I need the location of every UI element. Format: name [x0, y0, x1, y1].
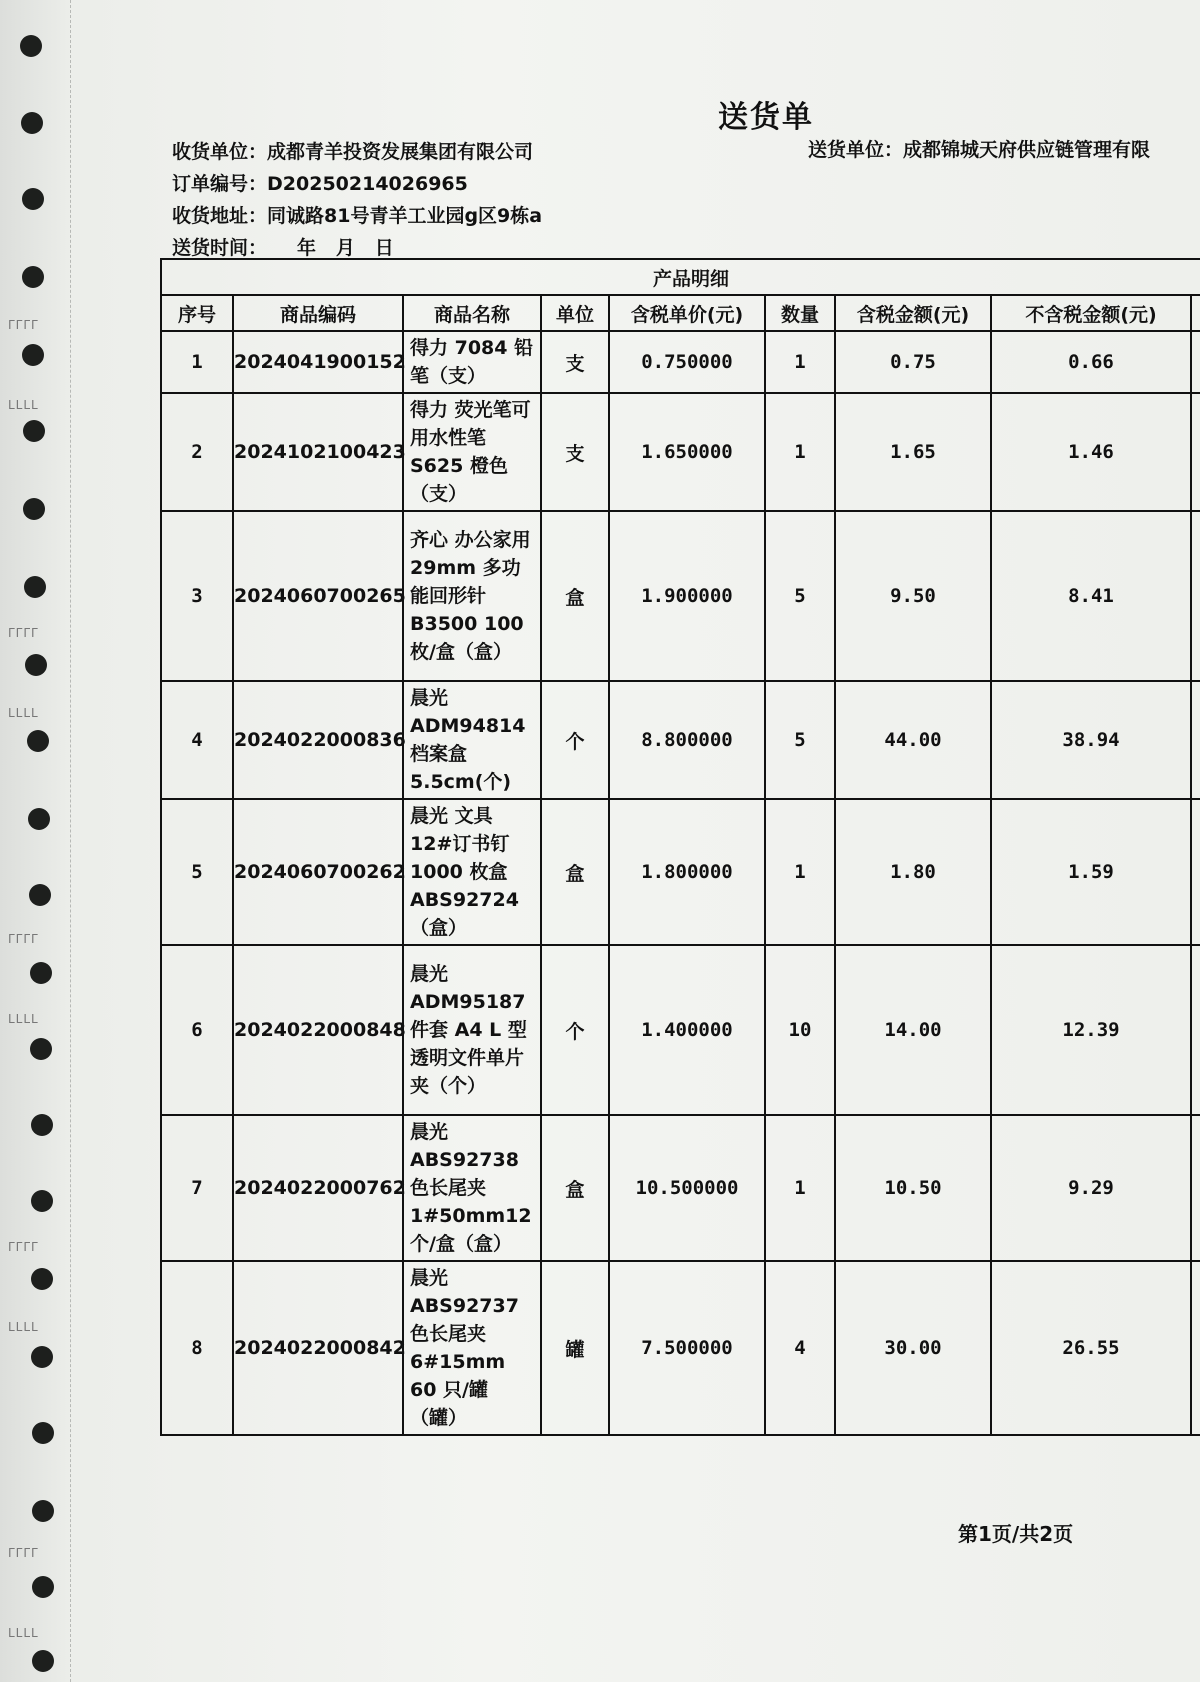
perforation-tick: ᒪᒪᒪᒪ: [8, 1012, 39, 1026]
row-unit: 盒: [541, 1115, 609, 1261]
row-unit: 支: [541, 331, 609, 393]
row-unit: 个: [541, 681, 609, 799]
row-no: 2: [161, 393, 233, 511]
perforation-tick: ᒥᒥᒥᒥ: [8, 1240, 39, 1254]
feed-hole: [32, 1650, 54, 1672]
perforation-tick: ᒥᒥᒥᒥ: [8, 318, 39, 332]
feed-hole: [31, 1114, 53, 1136]
row-qty: 1: [765, 393, 835, 511]
feed-hole: [28, 808, 50, 830]
feed-hole: [23, 420, 45, 442]
perforation-tick: ᒪᒪᒪᒪ: [8, 1320, 39, 1334]
row-code: 2024022000842: [233, 1261, 403, 1435]
receiver-value: 成都青羊投资发展集团有限公司: [267, 141, 534, 163]
feed-hole: [30, 1038, 52, 1060]
col-header-name: 商品名称: [403, 295, 541, 331]
row-amount-notax: 8.41: [991, 511, 1191, 681]
table-header-row: [161, 295, 1200, 331]
row-code: 2024060700262: [233, 799, 403, 945]
row-extra: [1191, 799, 1200, 945]
sender-value: 成都锦城天府供应链管理有限: [903, 139, 1151, 161]
table-section-header: [161, 259, 1200, 295]
row-amount-notax: 12.39: [991, 945, 1191, 1115]
row-name: 晨光 文具 12#订书钉 1000 枚盒 ABS92724（盒）: [403, 799, 541, 945]
row-unit-price: 7.500000: [609, 1261, 765, 1435]
row-code: 2024041900152: [233, 331, 403, 393]
perforation-tick: ᒪᒪᒪᒪ: [8, 706, 39, 720]
feed-hole: [20, 35, 42, 57]
row-unit-price: 1.800000: [609, 799, 765, 945]
document-title: 送货单: [718, 100, 814, 135]
col-header-extra: [1191, 295, 1200, 331]
row-amount-notax: 38.94: [991, 681, 1191, 799]
section-title: 产品明细: [161, 259, 1200, 295]
col-header-unit-price: 含税单价(元): [609, 295, 765, 331]
table-row: [161, 945, 1200, 1115]
row-amount-tax: 14.00: [835, 945, 991, 1115]
row-qty: 1: [765, 799, 835, 945]
receiver-line: [172, 137, 533, 164]
row-code: 2024102100423: [233, 393, 403, 511]
feed-hole: [31, 1346, 53, 1368]
row-no: 1: [161, 331, 233, 393]
address-label: 收货地址：: [172, 205, 268, 227]
row-unit-price: 0.750000: [609, 331, 765, 393]
col-header-amount-tax: 含税金额(元): [835, 295, 991, 331]
time-line: [172, 233, 394, 260]
perforation-tick: ᒥᒥᒥᒥ: [8, 626, 39, 640]
receiver-label: 收货单位：: [172, 141, 268, 163]
row-qty: 1: [765, 331, 835, 393]
row-amount-notax: 0.66: [991, 331, 1191, 393]
row-no: 3: [161, 511, 233, 681]
row-amount-tax: 10.50: [835, 1115, 991, 1261]
order-number: D20250214026965: [267, 173, 468, 195]
row-amount-notax: 1.46: [991, 393, 1191, 511]
time-label: 送货时间：: [172, 237, 268, 259]
feed-hole: [25, 654, 47, 676]
col-header-unit: 单位: [541, 295, 609, 331]
row-extra: [1191, 945, 1200, 1115]
col-header-amount-notax: 不含税金额(元): [991, 295, 1191, 331]
row-unit: 罐: [541, 1261, 609, 1435]
row-amount-notax: 1.59: [991, 799, 1191, 945]
row-qty: 4: [765, 1261, 835, 1435]
row-amount-tax: 0.75: [835, 331, 991, 393]
page-indicator: 第1页/共2页: [958, 1522, 1074, 1546]
row-unit-price: 1.650000: [609, 393, 765, 511]
feed-hole: [23, 498, 45, 520]
col-header-no: 序号: [161, 295, 233, 331]
row-extra: [1191, 511, 1200, 681]
order-line: [172, 169, 468, 196]
row-extra: [1191, 1261, 1200, 1435]
row-unit: 支: [541, 393, 609, 511]
perforation-tick: ᒥᒥᒥᒥ: [8, 1546, 39, 1560]
row-amount-notax: 9.29: [991, 1115, 1191, 1261]
row-name: 齐心 办公家用 29mm 多功能回形针 B3500 100 枚/盒（盒）: [403, 511, 541, 681]
row-unit: 盒: [541, 799, 609, 945]
order-label: 订单编号：: [172, 173, 268, 195]
row-name: 晨光 ABS92738 色长尾夹 1#50mm12个/盒（盒）: [403, 1115, 541, 1261]
row-extra: [1191, 1115, 1200, 1261]
row-no: 8: [161, 1261, 233, 1435]
row-code: 2024022000762: [233, 1115, 403, 1261]
feed-hole: [21, 112, 43, 134]
address-line: [172, 201, 542, 228]
col-header-code: 商品编码: [233, 295, 403, 331]
table-row: [161, 393, 1200, 511]
table-row: [161, 799, 1200, 945]
row-name: 晨光 ADM95187 件套 A4 L 型透明文件单片夹（个）: [403, 945, 541, 1115]
row-extra: [1191, 393, 1200, 511]
row-amount-tax: 44.00: [835, 681, 991, 799]
row-name: 得力 荧光笔可用水性笔 S625 橙色（支）: [403, 393, 541, 511]
row-no: 7: [161, 1115, 233, 1261]
feed-hole: [32, 1500, 54, 1522]
row-qty: 1: [765, 1115, 835, 1261]
address-value: 同诚路81号青羊工业园g区9栋a: [267, 205, 543, 227]
feed-hole: [29, 884, 51, 906]
row-qty: 5: [765, 681, 835, 799]
row-amount-tax: 30.00: [835, 1261, 991, 1435]
table-row: [161, 1115, 1200, 1261]
feed-hole: [32, 1576, 54, 1598]
feed-hole: [30, 962, 52, 984]
row-extra: [1191, 331, 1200, 393]
table-row: [161, 511, 1200, 681]
row-no: 4: [161, 681, 233, 799]
row-unit: 个: [541, 945, 609, 1115]
row-name: 晨光 ABS92737 色长尾夹 6#15mm 60 只/罐（罐）: [403, 1261, 541, 1435]
feed-hole: [31, 1190, 53, 1212]
row-amount-tax: 1.80: [835, 799, 991, 945]
table-row: [161, 1261, 1200, 1435]
sender-line: [808, 135, 1150, 162]
row-code: 2024022000836: [233, 681, 403, 799]
row-qty: 10: [765, 945, 835, 1115]
row-no: 6: [161, 945, 233, 1115]
row-name: 晨光 ADM94814 档案盒 5.5cm(个): [403, 681, 541, 799]
table-row: [161, 681, 1200, 799]
feed-hole: [27, 730, 49, 752]
row-unit: 盒: [541, 511, 609, 681]
feed-hole: [22, 266, 44, 288]
feed-hole: [31, 1268, 53, 1290]
feed-hole: [24, 576, 46, 598]
table-row: [161, 331, 1200, 393]
row-unit-price: 10.500000: [609, 1115, 765, 1261]
feed-hole: [22, 344, 44, 366]
product-table: [160, 258, 1200, 1436]
row-code: 2024022000848: [233, 945, 403, 1115]
row-unit-price: 1.400000: [609, 945, 765, 1115]
row-amount-tax: 9.50: [835, 511, 991, 681]
sender-label: 送货单位：: [808, 139, 904, 161]
row-unit-price: 1.900000: [609, 511, 765, 681]
perforation-tick: ᒪᒪᒪᒪ: [8, 1626, 39, 1640]
time-value: 年 月 日: [297, 237, 394, 259]
perforation-tick: ᒪᒪᒪᒪ: [8, 398, 39, 412]
feed-hole: [32, 1422, 54, 1444]
row-amount-notax: 26.55: [991, 1261, 1191, 1435]
row-unit-price: 8.800000: [609, 681, 765, 799]
perforation-tick: ᒥᒥᒥᒥ: [8, 932, 39, 946]
col-header-qty: 数量: [765, 295, 835, 331]
row-extra: [1191, 681, 1200, 799]
row-no: 5: [161, 799, 233, 945]
row-qty: 5: [765, 511, 835, 681]
feed-hole: [22, 188, 44, 210]
row-code: 2024060700265: [233, 511, 403, 681]
row-name: 得力 7084 铅笔（支）: [403, 331, 541, 393]
row-amount-tax: 1.65: [835, 393, 991, 511]
